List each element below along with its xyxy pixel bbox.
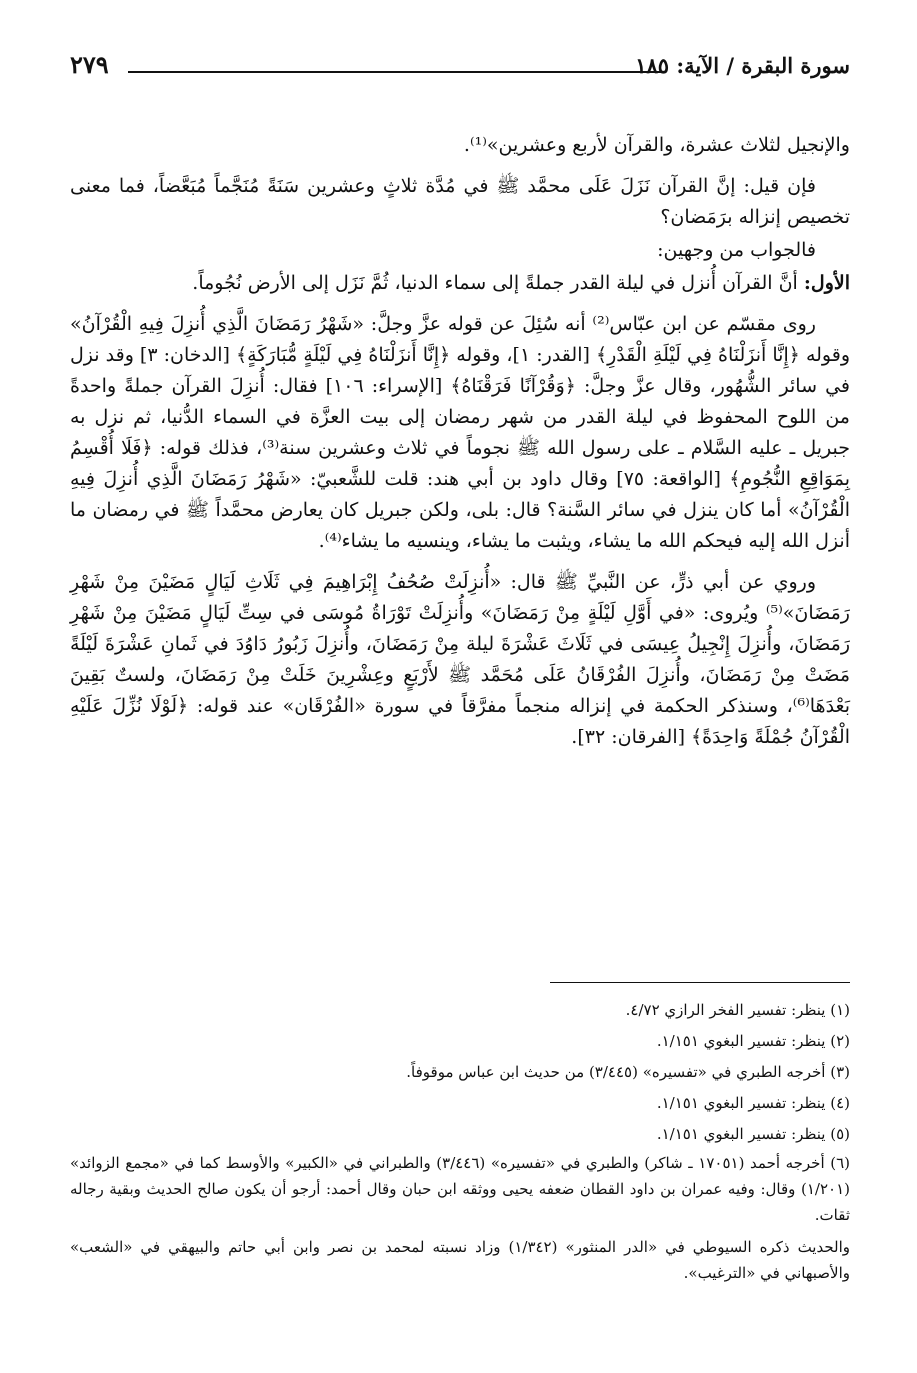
footnote-4: (٤) ينظر: تفسير البغوي ١/١٥١. [656, 1094, 850, 1112]
footnote-5: (٥) ينظر: تفسير البغوي ١/١٥١. [656, 1125, 850, 1143]
paragraph-abu-dharr-narration: وروي عن أبي ذرٍّ، عن النَّبيِّ ﷺ قال: «أُنزِلَتْ صُحُفُ إِبْرَاهِيمَ فِي ثَلَاثِ لَيَالٍ مَضَيْنَ مِنْ شَهْرِ رَمَضَانَ»⁽⁵⁾ ويُروى: «في أَوَّلِ لَيْلَةٍ مِنْ رَمَضَانَ» وأُنزِلَتْ تَوْرَاةُ مُوسَى في سِتِّ لَيَالٍ مَضَيْنَ مِنْ شَهْرِ رَمَضَانَ، وأُنزِلَ إِنْجِيلُ عِيسَى في ثَلَاثَ عَشْرَةَ ليلة مِنْ رَمَضَانَ، وأُنزِلَ زَبُورُ دَاوُدَ في ثَمانِ عَشْرَةَ لَيْلَةً مَضَتْ مِنْ رَمَضَانَ، وأُنزِلَ الفُرْقَانُ عَلَى مُحَمَّد ﷺ لأَرْبَعٍ وعِشْرِينَ خَلَتْ مِنْ رَمَضَانَ، ولستٌ بَقِينَ بَعْدَهَا⁽⁶⁾، وسنذكر الحكمة في إنزاله منجماً مفرَّقاً في سورة «الفُرْقَان» عند قوله: ﴿لَوْلَا نُزِّلَ عَلَيْهِ الْقُرْآنُ جُمْلَةً وَاحِدَةً﴾ [الفرقان: ٣٢]. [70, 571, 850, 748]
main-text [70, 130, 850, 763]
paragraph-question: فإن قيل: إنَّ القرآن نَزَلَ عَلَى محمَّد ﷺ في مُدَّة ثلاثٍ وعشرين سَنَةً مُنَجَّماً مُبَعَّضاً، فما معنى تخصيص إنزاله برَمَضان؟ [70, 175, 850, 228]
footnote-3: (٣) أخرجه الطبري في «تفسيره» (٣/٤٤٥) من حديث ابن عباس موقوفاً. [406, 1063, 850, 1081]
paragraph-answer-intro: فالجواب من وجهين: [657, 239, 816, 261]
paragraph-continuation: والإنجيل لثلاث عشرة، والقرآن لأربع وعشرين»⁽¹⁾. [463, 134, 850, 156]
running-header [70, 44, 850, 94]
paragraph-ibn-abbas-narration: روى مقسّم عن ابن عبّاس⁽²⁾ أنه سُئِلَ عن قوله عزَّ وجلَّ: «شَهْرُ رَمَضَانَ الَّذِي أُنزِلَ فِيهِ الْقُرْآنُ» وقوله ﴿إِنَّا أَنزَلْنَاهُ فِي لَيْلَةِ الْقَدْرِ﴾ [القدر: ١]، وقوله ﴿إِنَّا أَنزَلْنَاهُ فِي لَيْلَةٍ مُّبَارَكَةٍ﴾ [الدخان: ٣] وقد نزل في سائر الشُّهُور، وقال عزَّ وجلَّ: ﴿وَقُرْآنًا فَرَقْنَاهُ﴾ [الإسراء: ١٠٦] فقال: أُنزِلَ القرآن جملةً واحدةً من اللوح المحفوظ في ليلة القدر من شهر رمضان إلى بيت العزَّة في السماء الدُّنيا، ثم نزل به جبريل ـ عليه السَّلام ـ على رسول الله ﷺ نجوماً في ثلاث وعشرين سنة⁽³⁾، فذلك قوله: ﴿فَلَا أُقْسِمُ بِمَوَاقِعِ النُّجُومِ﴾ [الواقعة: ٧٥] وقال داود بن أبي هند: قلت للشَّعبيّ: «شَهْرُ رَمَضَانَ الَّذِي أُنزِلَ فِيهِ الْقُرْآنُ» أما كان ينزل في سائر السَّنة؟ قال: بلى، ولكن جبريل كان يعارض محمَّداً ﷺ في رمضان ما أنزل الله إليه فيحكم الله ما يشاء، ويثبت ما يشاء، وينسيه ما يشاء⁽⁴⁾. [70, 313, 850, 552]
paragraph-first-answer [70, 268, 850, 299]
footnote-6: (٦) أخرجه أحمد (١٧٠٥١ ـ شاكر) والطبري في «تفسيره» (٣/٤٤٦) والطبراني في «الكبير» والأوسط كما في «مجمع الزوائد» (١/٢٠١) وقال: وفيه عمران بن داود القطان ضعفه يحيى ووثقه ابن حبان وقال أحمد: أرجو أن يكون صالح الحديث وبقية رجاله ثقات. [70, 1154, 850, 1224]
first-answer-label: الأول: [803, 272, 850, 294]
footnote-6-continuation: والحديث ذكره السيوطي في «الدر المنثور» (١/٣٤٢) وزاد نسبته لمحمد بن نصر وابن أبي حاتم والبيهقي في «الشعب» والأصبهاني في «الترغيب». [70, 1238, 851, 1282]
page-number: ٢٧٩ [70, 50, 109, 79]
footnotes-section [70, 982, 850, 1292]
footnote-1: (١) ينظر: تفسير الفخر الرازي ٤/٧٢. [625, 1001, 850, 1019]
surah-verse-title: سورة البقرة / الآية: ١٨٥ [635, 53, 850, 78]
book-page [70, 44, 850, 1334]
first-answer-text: أنَّ القرآن أُنزل في ليلة القدر جملةً إلى سماء الدنيا، ثُمَّ نَزَل إلى الأرض نُجُوماً. [192, 272, 798, 294]
footnote-divider [550, 982, 850, 983]
header-divider [128, 71, 665, 73]
footnote-2: (٢) ينظر: تفسير البغوي ١/١٥١. [656, 1032, 850, 1050]
